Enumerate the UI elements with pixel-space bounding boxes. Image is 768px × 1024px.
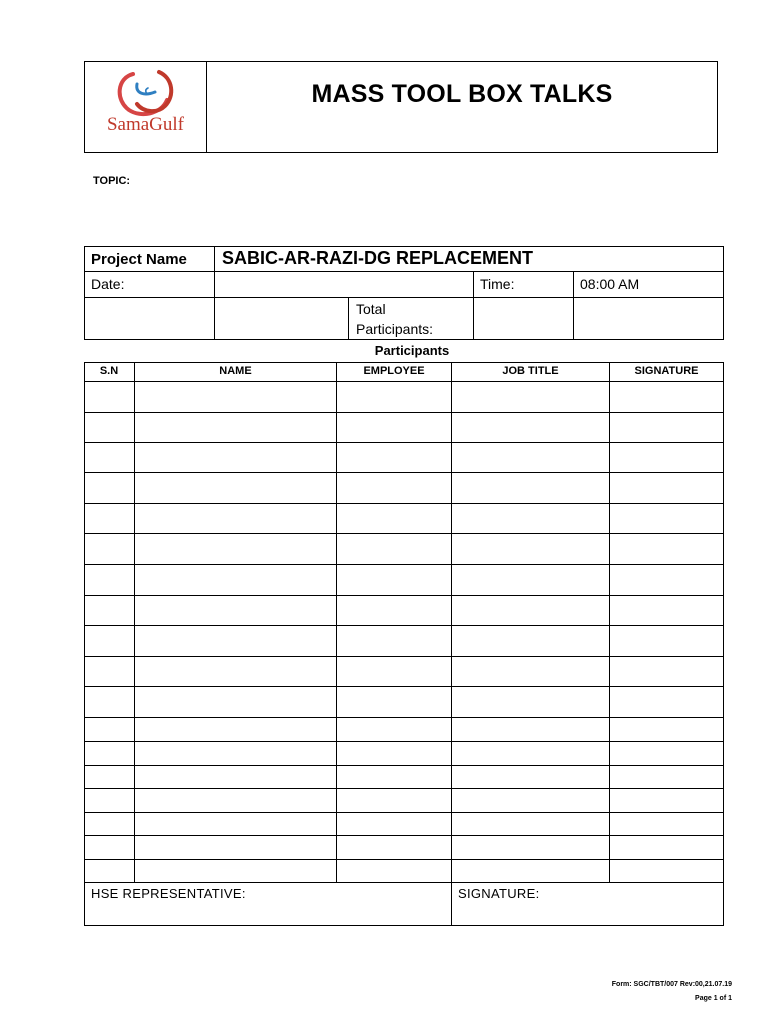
table-row[interactable]: [84, 813, 724, 835]
cell-sn[interactable]: [84, 534, 134, 564]
cell-job-title[interactable]: [452, 596, 609, 625]
cell-sn[interactable]: [84, 626, 134, 656]
cell-name[interactable]: [135, 766, 336, 788]
cell-employee[interactable]: [337, 687, 451, 717]
blank-cell: [84, 297, 215, 340]
cell-sn[interactable]: [84, 413, 134, 442]
cell-job-title[interactable]: [452, 534, 609, 564]
column-header-name: NAME: [219, 365, 252, 377]
cell-name[interactable]: [135, 657, 336, 686]
cell-employee[interactable]: [337, 742, 451, 765]
participants-table: [84, 362, 724, 926]
time-value: 08:00 AM: [580, 276, 640, 292]
table-row[interactable]: [84, 534, 724, 564]
cell-sn[interactable]: [84, 836, 134, 859]
cell-job-title[interactable]: [452, 473, 609, 503]
column-header-sn: S.N: [99, 365, 119, 377]
table-row[interactable]: [84, 742, 724, 765]
cell-signature[interactable]: [610, 534, 723, 564]
cell-employee[interactable]: [337, 534, 451, 564]
project-name-label-cell: [84, 246, 215, 272]
cell-name[interactable]: [135, 836, 336, 859]
cell-employee[interactable]: [337, 626, 451, 656]
date-label-cell: [84, 271, 215, 298]
cell-sn[interactable]: [84, 687, 134, 717]
cell-employee[interactable]: [337, 813, 451, 835]
cell-signature[interactable]: [610, 789, 723, 812]
cell-sn[interactable]: [84, 718, 134, 741]
cell-sn[interactable]: [84, 742, 134, 765]
cell-sn[interactable]: [84, 504, 134, 533]
project-name-value: SABIC-AR-RAZI-DG REPLACEMENT: [222, 248, 533, 268]
column-header-employee: EMPLOYEE: [363, 365, 425, 377]
topic-label: TOPIC:: [93, 175, 131, 187]
table-row[interactable]: [84, 860, 724, 882]
form-code: Form: SGC/TBT/007 Rev:00,21.07.19: [611, 981, 732, 988]
cell-sn[interactable]: [84, 473, 134, 503]
cell-name[interactable]: [135, 687, 336, 717]
participants-heading: Participants: [374, 343, 450, 358]
cell-name[interactable]: [135, 860, 336, 882]
cell-job-title[interactable]: [452, 860, 609, 882]
cell-employee[interactable]: [337, 657, 451, 686]
cell-employee[interactable]: [337, 565, 451, 595]
cell-employee[interactable]: [337, 766, 451, 788]
cell-employee[interactable]: [337, 789, 451, 812]
cell-job-title[interactable]: [452, 766, 609, 788]
cell-employee[interactable]: [337, 443, 451, 472]
table-row[interactable]: [84, 718, 724, 741]
table-row[interactable]: [84, 473, 724, 503]
cell-sn[interactable]: [84, 657, 134, 686]
cell-employee[interactable]: [337, 596, 451, 625]
cell-name[interactable]: [135, 742, 336, 765]
logo-text: SamaGulf: [106, 114, 185, 135]
cell-job-title[interactable]: [452, 687, 609, 717]
date-label: Date:: [91, 276, 125, 292]
cell-signature[interactable]: [610, 766, 723, 788]
logo-cell: [85, 62, 207, 152]
cell-job-title[interactable]: [452, 413, 609, 442]
project-name-value-cell: [214, 246, 724, 272]
cell-signature[interactable]: [610, 687, 723, 717]
table-row[interactable]: [84, 413, 724, 442]
signature-label: SIGNATURE:: [458, 886, 540, 901]
cell-job-title[interactable]: [452, 565, 609, 595]
table-row[interactable]: [84, 565, 724, 595]
form-header: [84, 61, 718, 153]
cell-sn[interactable]: [84, 565, 134, 595]
cell-sn[interactable]: [84, 813, 134, 835]
cell-sn[interactable]: [84, 596, 134, 625]
cell-signature[interactable]: [610, 382, 723, 412]
cell-employee[interactable]: [337, 836, 451, 859]
cell-signature[interactable]: [610, 413, 723, 442]
time-label-cell: [473, 271, 574, 298]
cell-sn[interactable]: [84, 382, 134, 412]
cell-job-title[interactable]: [452, 789, 609, 812]
cell-sn[interactable]: [84, 789, 134, 812]
cell-name[interactable]: [135, 596, 336, 625]
cell-job-title[interactable]: [452, 504, 609, 533]
table-border: [84, 882, 724, 883]
total-participants-value-cell[interactable]: [473, 297, 574, 340]
time-value-cell: [573, 271, 724, 298]
blank-cell: [573, 297, 724, 340]
cell-signature[interactable]: [610, 565, 723, 595]
cell-signature[interactable]: [610, 473, 723, 503]
time-label: Time:: [480, 276, 515, 292]
total-participants-label-cell: [348, 297, 474, 340]
cell-job-title[interactable]: [452, 657, 609, 686]
table-row[interactable]: [84, 657, 724, 686]
cell-name[interactable]: [135, 382, 336, 412]
table-row[interactable]: [84, 836, 724, 859]
cell-signature[interactable]: [610, 718, 723, 741]
cell-signature[interactable]: [610, 860, 723, 882]
cell-sn[interactable]: [84, 443, 134, 472]
blank-cell: [214, 297, 349, 340]
table-border: [84, 925, 724, 926]
cell-employee[interactable]: [337, 473, 451, 503]
project-name-label: Project Name: [91, 251, 187, 268]
table-row[interactable]: [84, 596, 724, 625]
total-participants-label-line1: Total: [356, 301, 386, 317]
cell-sn[interactable]: [84, 860, 134, 882]
cell-name[interactable]: [135, 626, 336, 656]
cell-job-title[interactable]: [452, 626, 609, 656]
cell-employee[interactable]: [337, 413, 451, 442]
document-title: MASS TOOL BOX TALKS: [311, 80, 613, 108]
cell-employee[interactable]: [337, 718, 451, 741]
cell-name[interactable]: [135, 718, 336, 741]
cell-job-title[interactable]: [452, 443, 609, 472]
column-header-job-title: JOB TITLE: [502, 365, 559, 377]
cell-signature[interactable]: [610, 626, 723, 656]
cell-name[interactable]: [135, 413, 336, 442]
cell-job-title[interactable]: [452, 836, 609, 859]
table-row[interactable]: [84, 766, 724, 788]
cell-name[interactable]: [135, 504, 336, 533]
table-row[interactable]: [84, 382, 724, 412]
table-row[interactable]: [84, 504, 724, 533]
cell-signature[interactable]: [610, 596, 723, 625]
table-row[interactable]: [84, 789, 724, 812]
cell-name[interactable]: [135, 534, 336, 564]
cell-employee[interactable]: [337, 860, 451, 882]
cell-sn[interactable]: [84, 766, 134, 788]
cell-job-title[interactable]: [452, 813, 609, 835]
cell-employee[interactable]: [337, 382, 451, 412]
cell-job-title[interactable]: [452, 742, 609, 765]
date-value-cell[interactable]: [214, 271, 474, 298]
page-number: Page 1 of 1: [695, 995, 732, 1002]
table-row[interactable]: [84, 626, 724, 656]
cell-job-title[interactable]: [452, 718, 609, 741]
cell-signature[interactable]: [610, 813, 723, 835]
table-row[interactable]: [84, 687, 724, 717]
cell-name[interactable]: [135, 813, 336, 835]
cell-name[interactable]: [135, 443, 336, 472]
cell-signature[interactable]: [610, 504, 723, 533]
cell-job-title[interactable]: [452, 382, 609, 412]
total-participants-label-line2: Participants:: [356, 321, 434, 337]
cell-name[interactable]: [135, 473, 336, 503]
project-info-table: [84, 246, 724, 340]
cell-name[interactable]: [135, 789, 336, 812]
cell-signature[interactable]: [610, 443, 723, 472]
cell-signature[interactable]: [610, 657, 723, 686]
cell-signature[interactable]: [610, 742, 723, 765]
cell-employee[interactable]: [337, 504, 451, 533]
table-row[interactable]: [84, 443, 724, 472]
column-header-signature: SIGNATURE: [634, 365, 699, 377]
cell-name[interactable]: [135, 565, 336, 595]
hse-representative-label: HSE REPRESENTATIVE:: [91, 886, 246, 901]
cell-signature[interactable]: [610, 836, 723, 859]
